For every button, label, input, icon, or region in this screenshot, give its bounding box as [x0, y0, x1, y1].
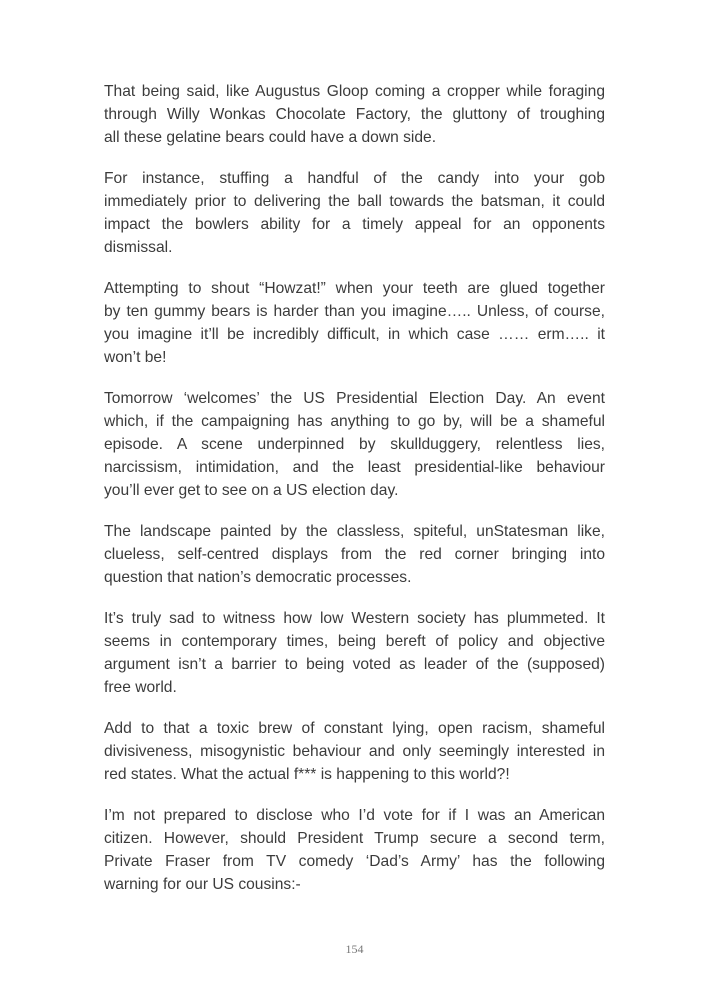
- text-line: For instance, stuffing a handful of the candy into your gob: [104, 170, 605, 187]
- text-line: all these gelatine bears could have a down side.: [104, 129, 437, 146]
- text-line: Tomorrow ‘welcomes’ the US Presidential Election Day. An event: [104, 390, 605, 407]
- text-line: warning for our US cousins:-: [104, 876, 301, 893]
- body-text: [104, 80, 605, 914]
- text-line: impact the bowlers ability for a timely appeal for an opponents: [104, 216, 605, 233]
- text-line: red states. What the actual f*** is happening to this world?!: [104, 766, 510, 783]
- text-line: Add to that a toxic brew of constant lying, open racism, shameful: [104, 720, 605, 737]
- text-line: by ten gummy bears is harder than you imagine….. Unless, of course,: [104, 303, 605, 320]
- text-line: I’m not prepared to disclose who I’d vote for if I was an American: [104, 807, 605, 824]
- text-line: Attempting to shout “Howzat!” when your teeth are glued together: [104, 280, 605, 297]
- text-line: Private Fraser from TV comedy ‘Dad’s Army’ has the following: [104, 853, 605, 870]
- paragraph: [104, 80, 605, 149]
- text-line: seems in contemporary times, being bereft of policy and objective: [104, 633, 605, 650]
- text-line: free world.: [104, 679, 177, 696]
- paragraph: [104, 717, 605, 786]
- text-line: question that nation’s democratic processes.: [104, 569, 412, 586]
- page-number: 154: [345, 942, 364, 956]
- paragraph: [104, 607, 605, 699]
- text-line: clueless, self-centred displays from the red corner bringing into: [104, 546, 605, 563]
- paragraph: [104, 520, 605, 589]
- text-line: argument isn’t a barrier to being voted as leader of the (supposed): [104, 656, 605, 673]
- text-line: which, if the campaigning has anything to go by, will be a shameful: [104, 413, 605, 430]
- text-line: episode. A scene underpinned by skullduggery, relentless lies,: [104, 436, 605, 453]
- paragraph: [104, 804, 605, 896]
- text-line: immediately prior to delivering the ball towards the batsman, it could: [104, 193, 605, 210]
- paragraph: [104, 167, 605, 259]
- text-line: divisiveness, misogynistic behaviour and only seemingly interested in: [104, 743, 605, 760]
- text-line: The landscape painted by the classless, spiteful, unStatesman like,: [104, 523, 605, 540]
- text-line: won’t be!: [104, 349, 167, 366]
- text-line: you imagine it’ll be incredibly difficult, in which case …… erm….. it: [104, 326, 605, 343]
- text-line: citizen. However, should President Trump secure a second term,: [104, 830, 605, 847]
- paragraph: [104, 277, 605, 369]
- text-line: through Willy Wonkas Chocolate Factory, the gluttony of troughing: [104, 106, 605, 123]
- text-line: That being said, like Augustus Gloop coming a cropper while foraging: [104, 83, 605, 100]
- text-line: It’s truly sad to witness how low Western society has plummeted. It: [104, 610, 605, 627]
- text-line: dismissal.: [104, 239, 173, 256]
- text-line: you’ll ever get to see on a US election day.: [104, 482, 399, 499]
- text-line: narcissism, intimidation, and the least presidential-like behaviour: [104, 459, 605, 476]
- paragraph: [104, 387, 605, 502]
